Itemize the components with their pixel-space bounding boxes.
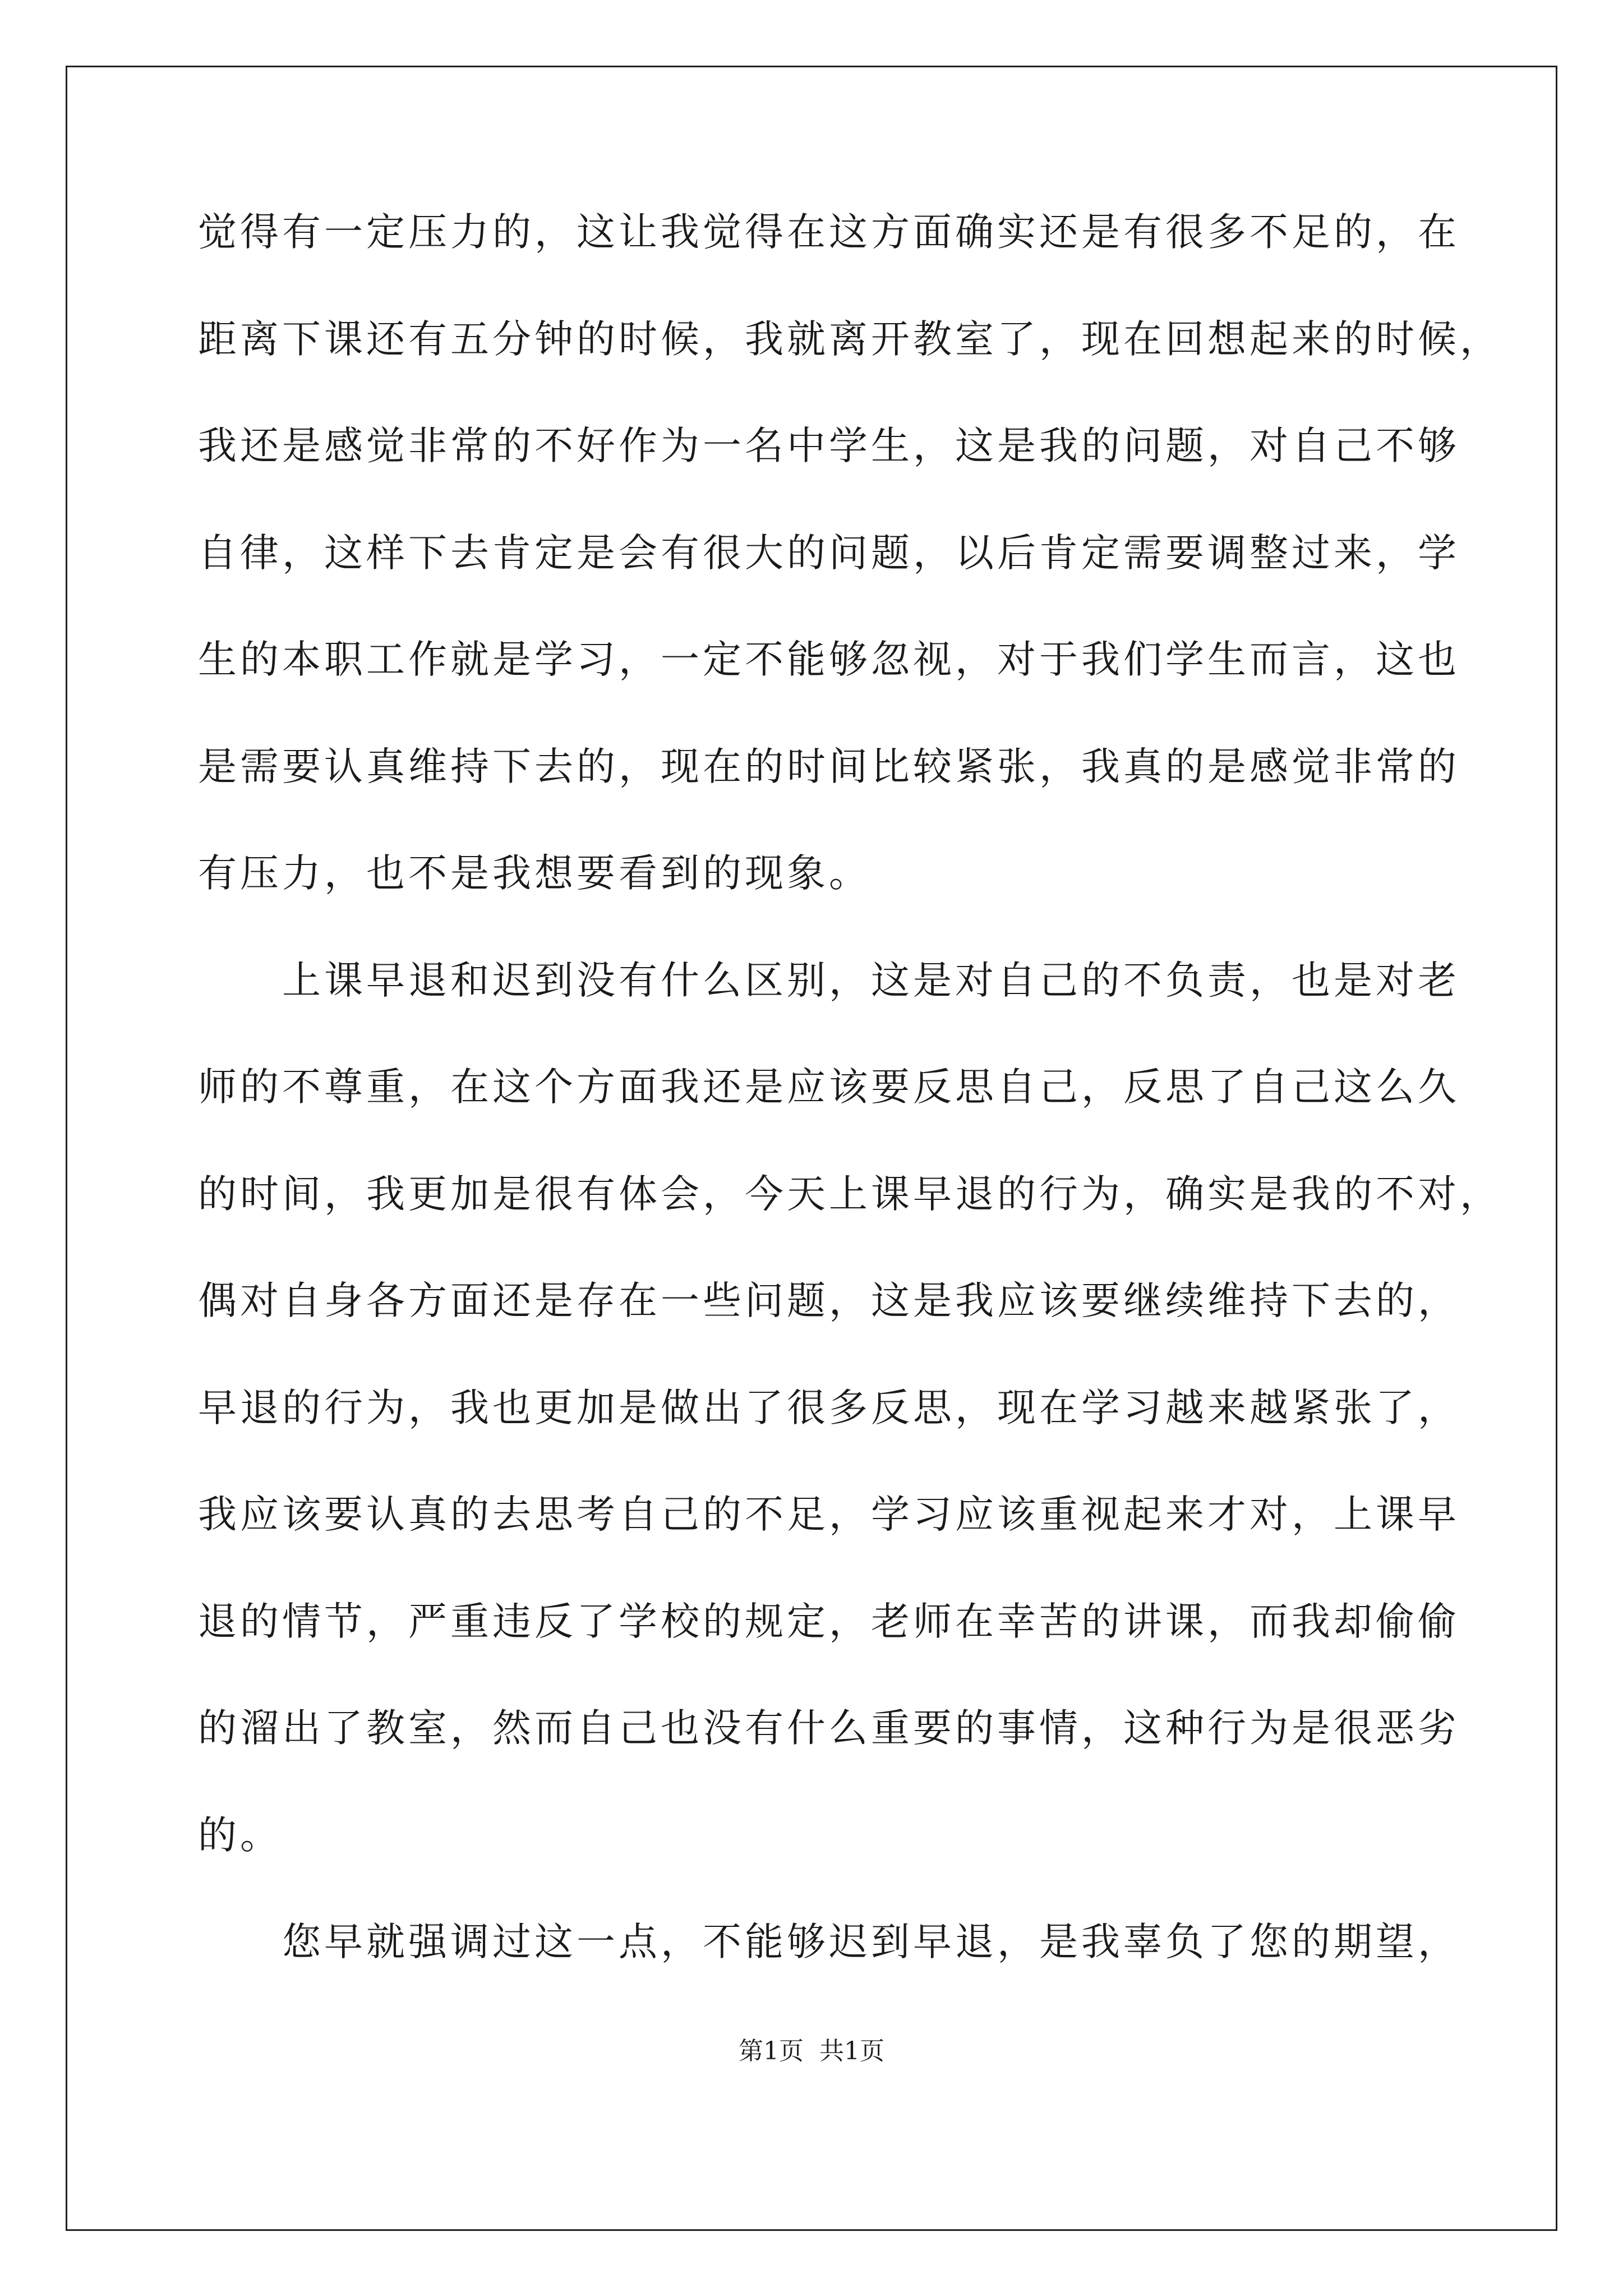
- text-line: 生的本职工作就是学习，一定不能够忽视，对于我们学生而言，这也: [198, 637, 1460, 682]
- text-line: 偶对自身各方面还是存在一些问题，这是我应该要继续维持下去的，: [198, 1278, 1460, 1323]
- page-number: 第1页: [739, 2037, 804, 2065]
- page-footer: [0, 2037, 1623, 2065]
- text-line: 您早就强调过这一点，不能够迟到早退，是我辜负了您的期望，: [198, 1920, 1460, 1964]
- text-line: 我还是感觉非常的不好作为一名中学生，这是我的问题，对自己不够: [198, 424, 1460, 468]
- text-line: 是需要认真维持下去的，现在的时间比较紧张，我真的是感觉非常的: [198, 744, 1460, 789]
- text-line: 的时间，我更加是很有体会，今天上课早退的行为，确实是我的不对，: [198, 1171, 1502, 1217]
- document-body: [198, 210, 1502, 2030]
- text-line: 早退的行为，我也更加是做出了很多反思，现在学习越来越紧张了，: [198, 1385, 1460, 1430]
- text-line: 上课早退和迟到没有什么区别，这是对自己的不负责，也是对老: [198, 958, 1460, 1003]
- text-line: 距离下课还有五分钟的时候，我就离开教室了，现在回想起来的时候，: [198, 316, 1502, 362]
- text-line: 退的情节，严重违反了学校的规定，老师在幸苦的讲课，而我却偷偷: [198, 1599, 1460, 1644]
- text-line: 有压力，也不是我想要看到的现象。: [198, 851, 871, 896]
- text-line: 的溜出了教室，然而自己也没有什么重要的事情，这种行为是很恶劣: [198, 1706, 1460, 1751]
- text-line: 师的不尊重，在这个方面我还是应该要反思自己，反思了自己这么久: [198, 1065, 1460, 1110]
- page-total: 共1页: [819, 2037, 884, 2065]
- text-line: 我应该要认真的去思考自己的不足，学习应该重视起来才对，上课早: [198, 1492, 1460, 1537]
- text-line: 自律，这样下去肯定是会有很大的问题，以后肯定需要调整过来，学: [198, 530, 1460, 576]
- text-line: 觉得有一定压力的，这让我觉得在这方面确实还是有很多不足的，在: [198, 210, 1460, 255]
- text-line: 的。: [198, 1812, 282, 1858]
